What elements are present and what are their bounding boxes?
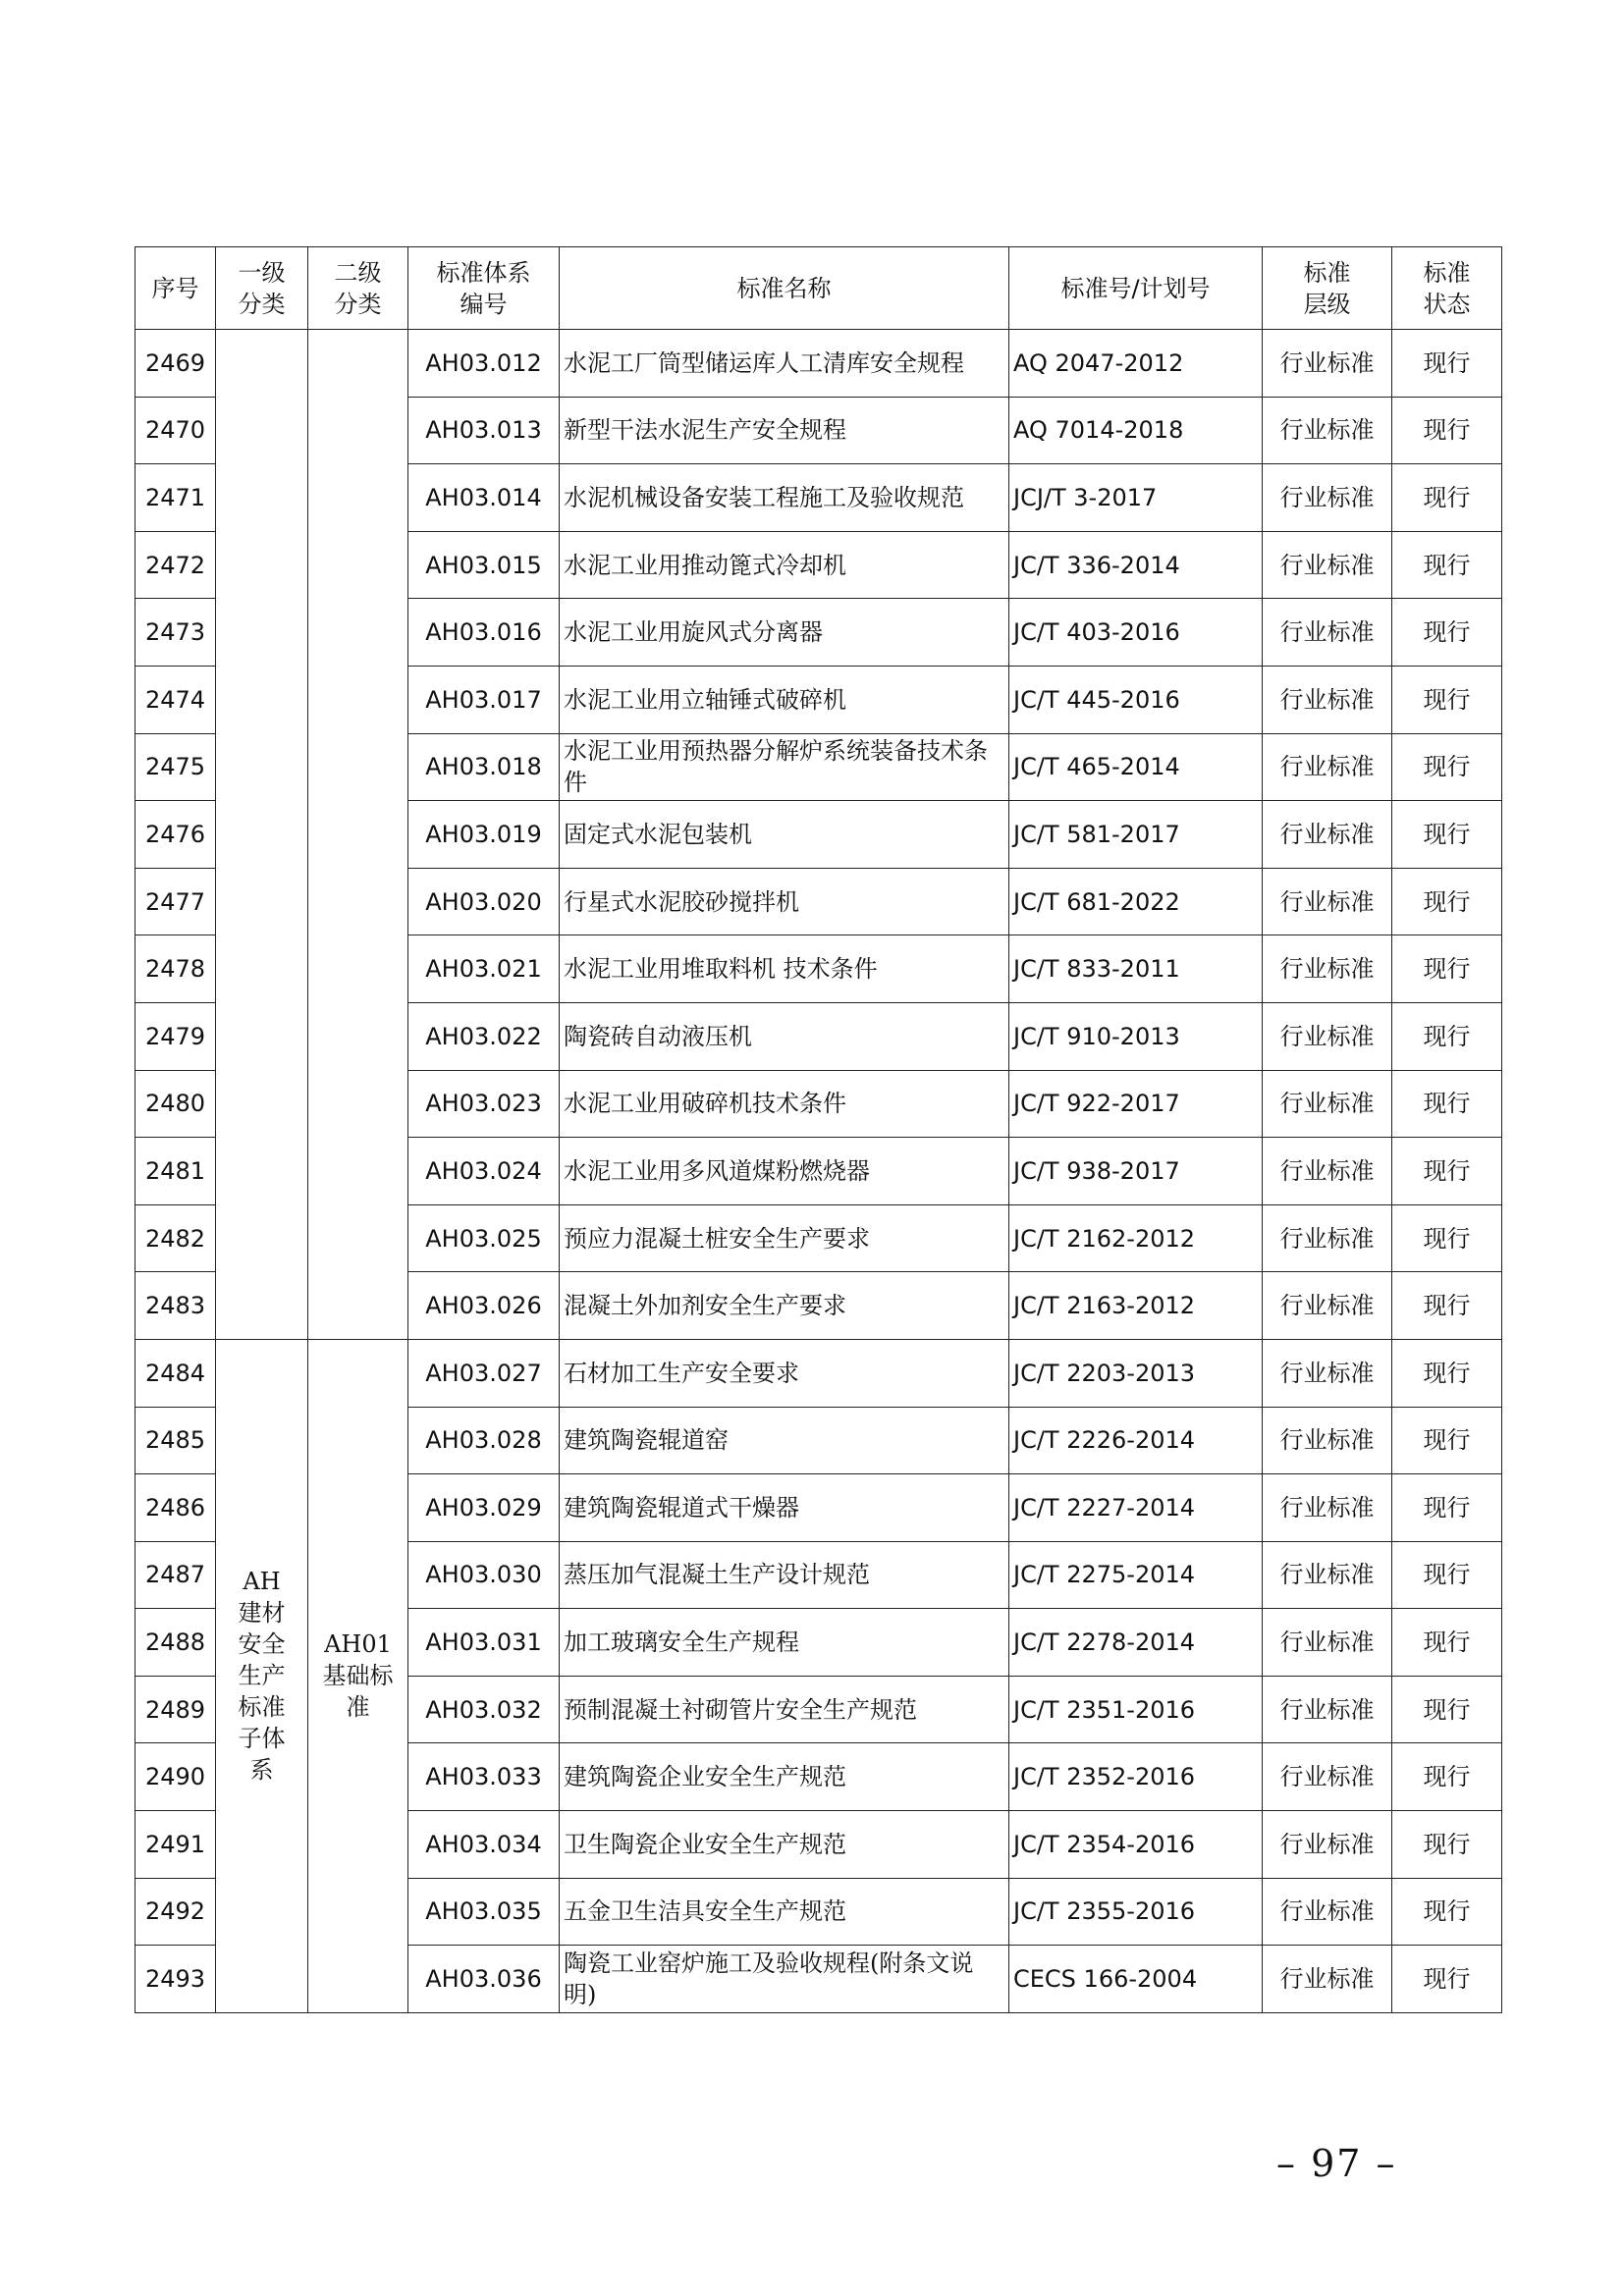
row-status: 现行	[1392, 1002, 1502, 1070]
row-system-code: AH03.033	[408, 1743, 560, 1811]
header-level1	[216, 247, 308, 330]
row-system-code: AH03.017	[408, 666, 560, 733]
row-tier: 行业标准	[1263, 1474, 1392, 1542]
row-status: 现行	[1392, 599, 1502, 667]
row-tier: 行业标准	[1263, 1946, 1392, 2013]
row-standard-name: 固定式水泥包装机	[560, 801, 1009, 869]
row-standard-number: JC/T 938-2017	[1009, 1138, 1263, 1205]
level2-category-label: AH01基础标准	[322, 1630, 394, 1722]
row-status: 现行	[1392, 1070, 1502, 1138]
row-tier: 行业标准	[1263, 1339, 1392, 1407]
row-standard-number: JC/T 922-2017	[1009, 1070, 1263, 1138]
level2-blank-cell	[308, 330, 408, 1340]
row-standard-number: JC/T 2355-2016	[1009, 1878, 1263, 1946]
row-status: 现行	[1392, 464, 1502, 532]
row-standard-name: 五金卫生洁具安全生产规范	[560, 1878, 1009, 1946]
row-standard-number: JC/T 2227-2014	[1009, 1474, 1263, 1542]
row-tier: 行业标准	[1263, 935, 1392, 1003]
row-seq: 2481	[135, 1138, 216, 1205]
row-standard-number: JC/T 2275-2014	[1009, 1541, 1263, 1609]
header-seq: 序号	[135, 247, 216, 330]
row-tier: 行业标准	[1263, 1676, 1392, 1743]
row-tier: 行业标准	[1263, 1541, 1392, 1609]
header-level2	[308, 247, 408, 330]
row-tier: 行业标准	[1263, 1407, 1392, 1474]
row-seq: 2473	[135, 599, 216, 667]
row-status: 现行	[1392, 1138, 1502, 1205]
row-status: 现行	[1392, 1676, 1502, 1743]
row-tier: 行业标准	[1263, 1272, 1392, 1340]
level1-category-cell	[216, 1339, 308, 2012]
header-state	[1392, 247, 1502, 330]
row-seq: 2487	[135, 1541, 216, 1609]
row-tier: 行业标准	[1263, 733, 1392, 801]
level2-category-cell	[308, 1339, 408, 2012]
row-seq: 2472	[135, 531, 216, 599]
row-system-code: AH03.031	[408, 1609, 560, 1677]
standards-table	[135, 246, 1502, 2013]
row-standard-number: JC/T 336-2014	[1009, 531, 1263, 599]
row-standard-number: JC/T 833-2011	[1009, 935, 1263, 1003]
row-standard-name: 行星式水泥胶砂搅拌机	[560, 868, 1009, 935]
row-status: 现行	[1392, 935, 1502, 1003]
header-tier-label: 标准层级	[1303, 258, 1351, 318]
row-system-code: AH03.022	[408, 1002, 560, 1070]
row-system-code: AH03.027	[408, 1339, 560, 1407]
row-status: 现行	[1392, 397, 1502, 464]
row-system-code: AH03.012	[408, 330, 560, 398]
row-standard-name: 建筑陶瓷辊道窑	[560, 1407, 1009, 1474]
row-system-code: AH03.026	[408, 1272, 560, 1340]
row-standard-name: 水泥工业用破碎机技术条件	[560, 1070, 1009, 1138]
table-row	[135, 330, 1502, 398]
row-standard-name: 水泥工业用堆取料机 技术条件	[560, 935, 1009, 1003]
row-standard-number: JC/T 581-2017	[1009, 801, 1263, 869]
row-system-code: AH03.019	[408, 801, 560, 869]
row-standard-name: 新型干法水泥生产安全规程	[560, 397, 1009, 464]
row-tier: 行业标准	[1263, 1878, 1392, 1946]
row-seq: 2490	[135, 1743, 216, 1811]
header-row	[135, 247, 1502, 330]
row-standard-name: 水泥工业用立轴锤式破碎机	[560, 666, 1009, 733]
row-tier: 行业标准	[1263, 1743, 1392, 1811]
row-system-code: AH03.024	[408, 1138, 560, 1205]
row-status: 现行	[1392, 1272, 1502, 1340]
row-status: 现行	[1392, 1407, 1502, 1474]
header-level1-label: 一级分类	[238, 258, 286, 318]
row-seq: 2471	[135, 464, 216, 532]
row-standard-name: 建筑陶瓷辊道式干燥器	[560, 1474, 1009, 1542]
row-seq: 2491	[135, 1811, 216, 1879]
header-tier	[1263, 247, 1392, 330]
row-system-code: AH03.013	[408, 397, 560, 464]
row-seq: 2482	[135, 1204, 216, 1272]
row-seq: 2488	[135, 1609, 216, 1677]
row-standard-number: JC/T 910-2013	[1009, 1002, 1263, 1070]
row-tier: 行业标准	[1263, 801, 1392, 869]
row-seq: 2483	[135, 1272, 216, 1340]
row-standard-number: JC/T 465-2014	[1009, 733, 1263, 801]
row-status: 现行	[1392, 1743, 1502, 1811]
table-body	[135, 330, 1502, 2013]
row-tier: 行业标准	[1263, 1138, 1392, 1205]
row-status: 现行	[1392, 330, 1502, 398]
row-system-code: AH03.020	[408, 868, 560, 935]
row-tier: 行业标准	[1263, 1070, 1392, 1138]
row-system-code: AH03.028	[408, 1407, 560, 1474]
row-seq: 2470	[135, 397, 216, 464]
row-standard-name: 水泥工业用推动篦式冷却机	[560, 531, 1009, 599]
row-standard-name: 预制混凝土衬砌管片安全生产规范	[560, 1676, 1009, 1743]
row-seq: 2492	[135, 1878, 216, 1946]
row-status: 现行	[1392, 733, 1502, 801]
table-header	[135, 247, 1502, 330]
row-standard-number: CECS 166-2004	[1009, 1946, 1263, 2013]
row-system-code: AH03.029	[408, 1474, 560, 1542]
row-standard-name: 陶瓷砖自动液压机	[560, 1002, 1009, 1070]
row-standard-name: 石材加工生产安全要求	[560, 1339, 1009, 1407]
row-standard-number: JC/T 2352-2016	[1009, 1743, 1263, 1811]
row-standard-number: JCJ/T 3-2017	[1009, 464, 1263, 532]
page-number: – 97 –	[1276, 2142, 1397, 2185]
row-system-code: AH03.021	[408, 935, 560, 1003]
row-system-code: AH03.030	[408, 1541, 560, 1609]
row-standard-number: JC/T 445-2016	[1009, 666, 1263, 733]
row-system-code: AH03.023	[408, 1070, 560, 1138]
row-standard-number: JC/T 2354-2016	[1009, 1811, 1263, 1879]
row-system-code: AH03.014	[408, 464, 560, 532]
row-seq: 2479	[135, 1002, 216, 1070]
row-standard-name: 水泥工业用多风道煤粉燃烧器	[560, 1138, 1009, 1205]
row-standard-number: JC/T 681-2022	[1009, 868, 1263, 935]
row-system-code: AH03.018	[408, 733, 560, 801]
row-standard-name: 预应力混凝土桩安全生产要求	[560, 1204, 1009, 1272]
row-standard-number: JC/T 2163-2012	[1009, 1272, 1263, 1340]
row-seq: 2477	[135, 868, 216, 935]
row-standard-number: AQ 2047-2012	[1009, 330, 1263, 398]
row-standard-name: 水泥机械设备安装工程施工及验收规范	[560, 464, 1009, 532]
row-status: 现行	[1392, 666, 1502, 733]
row-seq: 2476	[135, 801, 216, 869]
table-row	[135, 1339, 1502, 1407]
header-standard-no: 标准号/计划号	[1009, 247, 1263, 330]
row-system-code: AH03.016	[408, 599, 560, 667]
row-standard-number: JC/T 403-2016	[1009, 599, 1263, 667]
row-standard-name: 加工玻璃安全生产规程	[560, 1609, 1009, 1677]
row-status: 现行	[1392, 1541, 1502, 1609]
level1-blank-cell	[216, 330, 308, 1340]
row-status: 现行	[1392, 531, 1502, 599]
row-seq: 2475	[135, 733, 216, 801]
header-name: 标准名称	[560, 247, 1009, 330]
row-standard-name: 混凝土外加剂安全生产要求	[560, 1272, 1009, 1340]
row-seq: 2485	[135, 1407, 216, 1474]
row-seq: 2480	[135, 1070, 216, 1138]
row-status: 现行	[1392, 1204, 1502, 1272]
row-status: 现行	[1392, 1878, 1502, 1946]
row-system-code: AH03.035	[408, 1878, 560, 1946]
row-tier: 行业标准	[1263, 599, 1392, 667]
level1-category-label: AH建材安全生产标准子体系	[238, 1568, 286, 1785]
row-tier: 行业标准	[1263, 464, 1392, 532]
row-tier: 行业标准	[1263, 666, 1392, 733]
header-system-code	[408, 247, 560, 330]
row-standard-number: JC/T 2226-2014	[1009, 1407, 1263, 1474]
row-standard-name: 卫生陶瓷企业安全生产规范	[560, 1811, 1009, 1879]
header-system-code-label: 标准体系编号	[436, 258, 531, 318]
row-standard-name: 陶瓷工业窑炉施工及验收规程(附条文说明)	[560, 1946, 1009, 2013]
row-status: 现行	[1392, 1339, 1502, 1407]
row-status: 现行	[1392, 1811, 1502, 1879]
row-standard-name: 水泥工厂筒型储运库人工清库安全规程	[560, 330, 1009, 398]
row-seq: 2489	[135, 1676, 216, 1743]
row-standard-name: 建筑陶瓷企业安全生产规范	[560, 1743, 1009, 1811]
row-system-code: AH03.034	[408, 1811, 560, 1879]
row-system-code: AH03.025	[408, 1204, 560, 1272]
row-system-code: AH03.032	[408, 1676, 560, 1743]
row-tier: 行业标准	[1263, 868, 1392, 935]
row-tier: 行业标准	[1263, 1204, 1392, 1272]
row-seq: 2478	[135, 935, 216, 1003]
row-status: 现行	[1392, 868, 1502, 935]
row-standard-name: 水泥工业用旋风式分离器	[560, 599, 1009, 667]
row-seq: 2474	[135, 666, 216, 733]
row-standard-number: JC/T 2162-2012	[1009, 1204, 1263, 1272]
row-tier: 行业标准	[1263, 330, 1392, 398]
row-standard-name: 水泥工业用预热器分解炉系统装备技术条件	[560, 733, 1009, 801]
row-tier: 行业标准	[1263, 531, 1392, 599]
row-standard-name: 蒸压加气混凝土生产设计规范	[560, 1541, 1009, 1609]
row-system-code: AH03.015	[408, 531, 560, 599]
header-state-label: 标准状态	[1423, 258, 1471, 318]
row-tier: 行业标准	[1263, 397, 1392, 464]
row-standard-number: JC/T 2351-2016	[1009, 1676, 1263, 1743]
row-tier: 行业标准	[1263, 1811, 1392, 1879]
row-seq: 2469	[135, 330, 216, 398]
row-status: 现行	[1392, 1474, 1502, 1542]
row-seq: 2486	[135, 1474, 216, 1542]
row-seq: 2493	[135, 1946, 216, 2013]
row-standard-number: AQ 7014-2018	[1009, 397, 1263, 464]
row-status: 现行	[1392, 1609, 1502, 1677]
row-status: 现行	[1392, 1946, 1502, 2013]
row-tier: 行业标准	[1263, 1002, 1392, 1070]
row-seq: 2484	[135, 1339, 216, 1407]
row-standard-number: JC/T 2278-2014	[1009, 1609, 1263, 1677]
row-standard-number: JC/T 2203-2013	[1009, 1339, 1263, 1407]
row-tier: 行业标准	[1263, 1609, 1392, 1677]
header-level2-label: 二级分类	[334, 258, 382, 318]
row-status: 现行	[1392, 801, 1502, 869]
row-system-code: AH03.036	[408, 1946, 560, 2013]
